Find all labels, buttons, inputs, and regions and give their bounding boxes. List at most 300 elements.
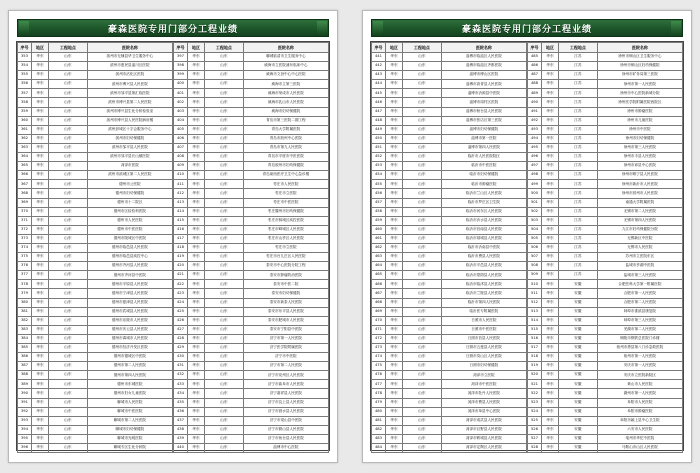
cell-place: 安徽 [558,425,597,434]
table-row [528,153,683,162]
cell-place: 山东 [402,216,441,225]
cell-no: 455 [372,180,386,189]
table-row [372,362,527,371]
table-row [174,344,329,353]
cell-place: 安徽 [558,371,597,380]
cell-region: 华东 [541,153,558,162]
cell-no: 448 [372,116,386,125]
cell-no: 477 [372,380,386,389]
cell-no: 439 [174,434,188,443]
cell-no: 390 [18,389,32,398]
cell-no: 392 [18,407,32,416]
table-row [372,71,527,80]
cell-region: 华东 [385,289,402,298]
cell-no: 433 [174,380,188,389]
cell-hospital: 芜湖市第二人民医院 [597,325,682,334]
cell-hospital: 淄博市桓台县人民医院 [441,107,526,116]
cell-place: 安徽 [558,434,597,443]
cell-no: 432 [174,371,188,380]
cell-place: 山东 [48,344,87,353]
table-row [174,125,329,134]
cell-region: 华东 [187,107,204,116]
table-row [528,289,683,298]
table-row [174,280,329,289]
cell-no: 486 [528,62,542,71]
cell-no: 422 [174,280,188,289]
table-row [18,189,173,198]
cell-region: 华东 [187,89,204,98]
cell-region: 华东 [385,162,402,171]
cell-no: 417 [174,234,188,243]
cell-no: 405 [174,125,188,134]
cell-place: 山东 [402,444,441,453]
table-row [18,125,173,134]
cell-no: 429 [174,344,188,353]
cell-place: 江苏 [558,180,597,189]
cell-place: 江苏 [558,243,597,252]
table-row [528,62,683,71]
cell-place: 山东 [402,416,441,425]
cell-place: 江苏 [558,80,597,89]
table-row [174,207,329,216]
cell-region: 华东 [385,225,402,234]
cell-hospital: 徐州市中医院 [597,125,682,134]
table-row [18,334,173,343]
table-row [174,316,329,325]
cell-place: 山东 [48,207,87,216]
cell-no: 396 [18,444,32,453]
table-container-left [16,41,330,451]
cell-no: 504 [528,225,542,234]
table-row [18,398,173,407]
cell-place: 江苏 [558,253,597,262]
cell-region: 华东 [385,325,402,334]
cell-hospital: 临沂市费县人民医院 [441,253,526,262]
cell-no: 514 [528,316,542,325]
cell-hospital: 泰安市东平县人民医院 [243,307,328,316]
table-body [18,53,173,453]
cell-region: 华东 [31,107,48,116]
cell-region: 华东 [31,380,48,389]
cell-region: 华东 [541,143,558,152]
table-row [528,116,683,125]
cell-hospital: 菏泽市郓城县人民医院 [441,434,526,443]
cell-no: 356 [18,80,32,89]
table-row [174,334,329,343]
table-row [372,334,527,343]
table-row [18,371,173,380]
cell-no: 487 [528,71,542,80]
cell-no: 407 [174,143,188,152]
cell-no: 379 [18,289,32,298]
cell-place: 山东 [402,253,441,262]
cell-region: 华东 [541,89,558,98]
cell-place: 山东 [48,298,87,307]
cell-region: 华东 [385,334,402,343]
cell-no: 415 [174,216,188,225]
cell-region: 华东 [187,416,204,425]
cell-no: 427 [174,325,188,334]
cell-no: 375 [18,253,32,262]
cell-hospital: 德州市宁津县人民医院 [87,289,172,298]
cell-place: 山东 [402,434,441,443]
cell-region: 华东 [187,425,204,434]
cell-hospital: 枣庄市峄城区人民医院 [243,225,328,234]
cell-no: 500 [528,189,542,198]
cell-no: 453 [372,162,386,171]
table-row [18,134,173,143]
table-row [372,398,527,407]
cell-no: 388 [18,371,32,380]
table-row [372,225,527,234]
cell-hospital: 德州市妇女儿童医院 [87,389,172,398]
cell-region: 华东 [385,389,402,398]
cell-hospital: 德州市夏津县人民医院 [87,298,172,307]
cell-region: 华东 [385,62,402,71]
cell-hospital: 济宁市兖州区人民医院 [243,371,328,380]
table-row [174,171,329,180]
cell-region: 华东 [541,80,558,89]
cell-hospital: 徐州市睢宁县人民医院 [597,171,682,180]
cell-no: 431 [174,362,188,371]
cell-no: 512 [528,298,542,307]
cell-region: 华东 [385,207,402,216]
cell-hospital: 德州市区检验科医院 [87,207,172,216]
cell-place: 山东 [48,425,87,434]
cell-place: 山东 [402,71,441,80]
cell-region: 华东 [541,280,558,289]
cell-place: 山东 [204,307,243,316]
cell-hospital: 安庆市立医院新院区 [597,371,682,380]
cell-place: 安徽 [558,362,597,371]
cell-hospital: 滨州市博兴县人民医院病房楼 [87,116,172,125]
cell-place: 安徽 [558,289,597,298]
cell-region: 华东 [31,316,48,325]
cell-region: 华东 [187,280,204,289]
table-row [528,234,683,243]
cell-place: 山东 [48,162,87,171]
col-header-place: 工程地点 [558,43,597,53]
cell-place: 山东 [204,434,243,443]
cell-place: 山东 [48,362,87,371]
cell-no: 479 [372,398,386,407]
cell-hospital: 苏州市立医院东区 [597,253,682,262]
cell-hospital: 菏泽市单县中心医院 [441,407,526,416]
table-row [372,253,527,262]
table-row [174,398,329,407]
cell-hospital: 亳州市华佗中医院 [597,434,682,443]
cell-hospital: 菏泽市成武县人民医院 [441,416,526,425]
cell-hospital: 聊城市第二人民医院 [87,416,172,425]
cell-place: 山东 [48,107,87,116]
cell-region: 华东 [187,243,204,252]
cell-no: 425 [174,307,188,316]
table-row [18,216,173,225]
cell-region: 华东 [541,225,558,234]
table-row [18,280,173,289]
cell-no: 382 [18,316,32,325]
cell-place: 江苏 [558,153,597,162]
cell-hospital: 阜阳市人民医院 [597,398,682,407]
cell-hospital: 临沂市兰陵县人民医院 [441,289,526,298]
cell-region: 华东 [187,353,204,362]
cell-hospital: 滨州市无棣县华卫生服务中心 [87,53,172,62]
cell-region: 华东 [385,307,402,316]
cell-region: 华东 [541,362,558,371]
table-row [174,143,329,152]
cell-hospital: 徐州市铜山区妇幼保健院 [597,62,682,71]
cell-place: 安徽 [558,325,597,334]
cell-hospital: 蚌埠市第三人民医院 [597,316,682,325]
cell-region: 华东 [385,189,402,198]
col-header-place: 工程地点 [204,43,243,53]
cell-place: 江苏 [558,198,597,207]
cell-no: 475 [372,362,386,371]
cell-no: 483 [372,434,386,443]
cell-place: 山东 [402,62,441,71]
cell-region: 华东 [385,143,402,152]
cell-no: 353 [18,53,32,62]
cell-place: 山东 [48,89,87,98]
cell-no: 519 [528,362,542,371]
cell-hospital: 淄博市第一医院 [441,134,526,143]
cell-region: 华东 [385,362,402,371]
cell-no: 456 [372,189,386,198]
col-header-region: 地区 [187,43,204,53]
cell-place: 山东 [48,325,87,334]
cell-hospital: 聊城市中医医院 [87,407,172,416]
table-row [528,334,683,343]
cell-no: 430 [174,353,188,362]
cell-hospital: 淄博市高青县人民医院 [441,80,526,89]
table-row [174,80,329,89]
cell-hospital: 临沂市人民医院院区 [441,153,526,162]
cell-region: 华东 [31,98,48,107]
cell-no: 424 [174,298,188,307]
table-row [174,262,329,271]
cell-place: 山东 [204,243,243,252]
table-row [528,271,683,280]
cell-no: 526 [528,425,542,434]
cell-hospital: 枣庄市中医医院 [243,198,328,207]
cell-place: 山东 [402,207,441,216]
cell-no: 373 [18,234,32,243]
cell-region: 华东 [187,125,204,134]
cell-place: 山东 [204,216,243,225]
banner-title: 豪森医院专用门部分工程业绩 [461,24,592,35]
table-row [18,444,173,453]
cell-hospital: 滁州市第一人民医院 [597,389,682,398]
table-row [528,53,683,62]
cell-no: 367 [18,180,32,189]
cell-region: 华东 [385,271,402,280]
cell-region: 华东 [187,134,204,143]
table-row [372,389,527,398]
col-header-hospital: 医院名称 [597,43,682,53]
table-row [528,298,683,307]
cell-no: 446 [372,98,386,107]
cell-region: 华东 [187,316,204,325]
cell-place: 山东 [204,234,243,243]
table-row [372,180,527,189]
table-row [372,353,527,362]
cell-region: 华东 [385,216,402,225]
cell-hospital: 济宁市梁山县中医院 [243,416,328,425]
cell-no: 524 [528,407,542,416]
cell-place: 山东 [402,53,441,62]
table-row [528,316,683,325]
cell-hospital: 临沂市罗庄区卫生院 [441,198,526,207]
cell-place: 山东 [402,325,441,334]
table-row [372,62,527,71]
table-row [18,62,173,71]
cell-region: 华东 [541,325,558,334]
table-row [372,243,527,252]
cell-place: 山东 [402,143,441,152]
cell-place: 江苏 [558,271,597,280]
cell-no: 401 [174,89,188,98]
cell-region: 华东 [31,180,48,189]
cell-region: 华东 [31,407,48,416]
cell-region: 华东 [31,353,48,362]
cell-place: 安徽 [558,334,597,343]
cell-region: 华东 [31,253,48,262]
table-row [174,134,329,143]
cell-region: 华东 [541,353,558,362]
cell-hospital: 聊城市人民医院 [87,398,172,407]
table-row [372,416,527,425]
cell-region: 华东 [385,444,402,453]
cell-no: 525 [528,416,542,425]
cell-place: 山东 [402,316,441,325]
cell-place: 山东 [48,180,87,189]
table-row [18,344,173,353]
cell-no: 461 [372,234,386,243]
cell-region: 华东 [541,234,558,243]
table-row [372,116,527,125]
cell-region: 华东 [385,253,402,262]
table-row [372,344,527,353]
cell-region: 华东 [187,398,204,407]
document-page-right [362,10,692,463]
cell-place: 山东 [402,407,441,416]
cell-no: 505 [528,234,542,243]
col-header-region: 地区 [541,43,558,53]
table-row [174,162,329,171]
cell-no: 450 [372,134,386,143]
cell-region: 华东 [187,253,204,262]
table-row [528,143,683,152]
cell-no: 463 [372,253,386,262]
cell-place: 安徽 [558,344,597,353]
cell-place: 江苏 [558,225,597,234]
table-row [174,416,329,425]
cell-region: 华东 [541,407,558,416]
table-row [174,389,329,398]
table-body [528,53,683,453]
cell-place: 安徽 [558,444,597,453]
cell-place: 山东 [204,253,243,262]
cell-place: 山东 [48,243,87,252]
page-banner-left [17,19,329,37]
cell-region: 华东 [187,162,204,171]
cell-hospital: 德州市陵城区中医院 [87,234,172,243]
cell-no: 464 [372,262,386,271]
cell-place: 江苏 [558,107,597,116]
cell-region: 华东 [541,289,558,298]
cell-place: 山东 [204,53,243,62]
cell-no: 476 [372,371,386,380]
cell-hospital: 马鞍山市山区人民医院 [597,444,682,453]
cell-no: 385 [18,344,32,353]
cell-place: 安徽 [558,353,597,362]
table-row [18,180,173,189]
cell-hospital: 淄博市沂源县中医院 [441,89,526,98]
cell-hospital: 德州市平原县人民医院 [87,280,172,289]
cell-hospital: 枣庄市立医院 [243,243,328,252]
cell-place: 山东 [48,116,87,125]
cell-place: 山东 [204,398,243,407]
cell-region: 华东 [541,62,558,71]
cell-hospital: 临沂市第四人民医院 [441,298,526,307]
cell-no: 354 [18,62,32,71]
cell-place: 江苏 [558,262,597,271]
table-row [372,107,527,116]
cell-region: 华东 [187,62,204,71]
cell-place: 山东 [48,398,87,407]
cell-region: 华东 [541,298,558,307]
cell-hospital: 枣庄滕州市妇幼保健院 [243,207,328,216]
cell-region: 华东 [385,107,402,116]
cell-place: 山东 [402,98,441,107]
cell-place: 山东 [48,134,87,143]
cell-region: 华东 [385,171,402,180]
cell-no: 376 [18,262,32,271]
cell-place: 山东 [204,444,243,453]
cell-place: 山东 [48,153,87,162]
cell-place: 山东 [402,125,441,134]
cell-place: 山东 [48,280,87,289]
cell-hospital: 徐州医学院附属医院西院区 [597,98,682,107]
col-header-no: 序号 [18,43,32,53]
cell-region: 华东 [31,198,48,207]
cell-hospital: 枣庄市山亭区人民医院 [243,234,328,243]
cell-no: 363 [18,143,32,152]
cell-place: 山东 [48,80,87,89]
cell-place: 山东 [48,143,87,152]
cell-no: 404 [174,116,188,125]
cell-place: 山东 [204,62,243,71]
table-row [528,434,683,443]
cell-no: 435 [174,398,188,407]
cell-region: 华东 [385,98,402,107]
cell-no: 391 [18,398,32,407]
cell-region: 华东 [385,353,402,362]
cell-no: 406 [174,134,188,143]
table-row [528,125,683,134]
cell-hospital: 临沂市莒南县人民医院 [441,225,526,234]
cell-region: 华东 [31,362,48,371]
document-page-left [8,10,338,463]
cell-no: 527 [528,434,542,443]
table-row [18,143,173,152]
cell-region: 华东 [31,207,48,216]
cell-no: 393 [18,416,32,425]
cell-no: 437 [174,416,188,425]
table-row [528,253,683,262]
cell-region: 华东 [385,153,402,162]
cell-hospital: 盐城市第三人民医院 [597,271,682,280]
